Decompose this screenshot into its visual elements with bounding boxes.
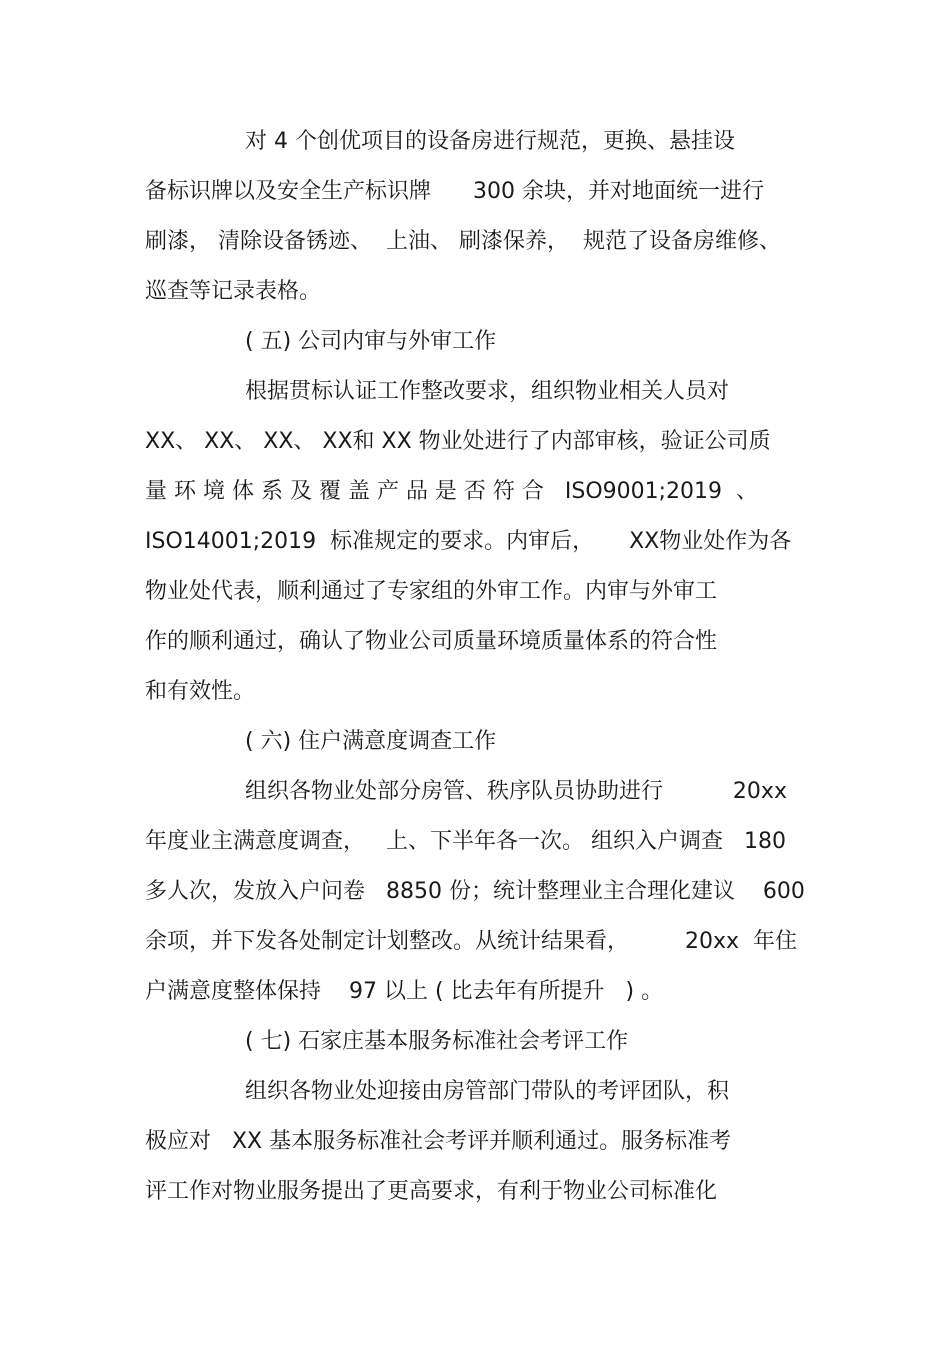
paragraph-line: 年度业主满意度调查， 上、下半年各一次。 组织入户调查 180	[145, 829, 786, 854]
paragraph-line: 作的顺利通过，确认了物业公司质量环境质量体系的符合性	[145, 629, 718, 654]
paragraph-line: XX、 XX、 XX、 XX和 XX 物业处进行了内部审核，验证公司质	[145, 429, 771, 454]
paragraph-line: 根据贯标认证工作整改要求，组织物业相关人员对	[245, 379, 730, 404]
paragraph-line: 量 环 境 体 系 及 覆 盖 产 品 是 否 符 合 ISO9001;2019 、	[145, 479, 759, 504]
paragraph-line: 多人次，发放入户问卷 8850 份；统计整理业主合理化建议 600	[145, 879, 805, 904]
paragraph-line: 备标识牌以及安全生产标识牌 300 余块，并对地面统一进行	[145, 179, 764, 204]
paragraph-line: 户满意度整体保持 97 以上 ( 比去年有所提升 ) 。	[145, 979, 664, 1004]
paragraph-line: 巡查等记录表格。	[145, 279, 322, 304]
paragraph-line: 刷漆， 清除设备锈迹、 上油、 刷漆保养， 规范了设备房维修、	[145, 229, 781, 254]
paragraph-line: 物业处代表，顺利通过了专家组的外审工作。内审与外审工	[145, 579, 718, 604]
paragraph-line: 对 4 个创优项目的设备房进行规范，更换、悬挂设	[245, 129, 735, 154]
paragraph-line: 极应对 XX 基本服务标准社会考评并顺利通过。服务标准考	[145, 1129, 732, 1154]
paragraph-line: 组织各物业处迎接由房管部门带队的考评团队，积	[245, 1079, 730, 1104]
paragraph-line: 评工作对物业服务提出了更高要求，有利于物业公司标准化	[145, 1179, 718, 1204]
section-heading: ( 七) 石家庄基本服务标准社会考评工作	[245, 1029, 629, 1054]
paragraph-line: ISO14001;2019 标准规定的要求。内审后， XX物业处作为各	[145, 529, 792, 554]
paragraph-line: 和有效性。	[145, 679, 256, 704]
section-heading: ( 五) 公司内审与外审工作	[245, 329, 497, 354]
section-heading: ( 六) 住户满意度调查工作	[245, 729, 497, 754]
paragraph-line: 余项，并下发各处制定计划整改。从统计结果看， 20xx 年住	[145, 929, 797, 954]
paragraph-line: 组织各物业处部分房管、秩序队员协助进行 20xx	[245, 779, 787, 804]
